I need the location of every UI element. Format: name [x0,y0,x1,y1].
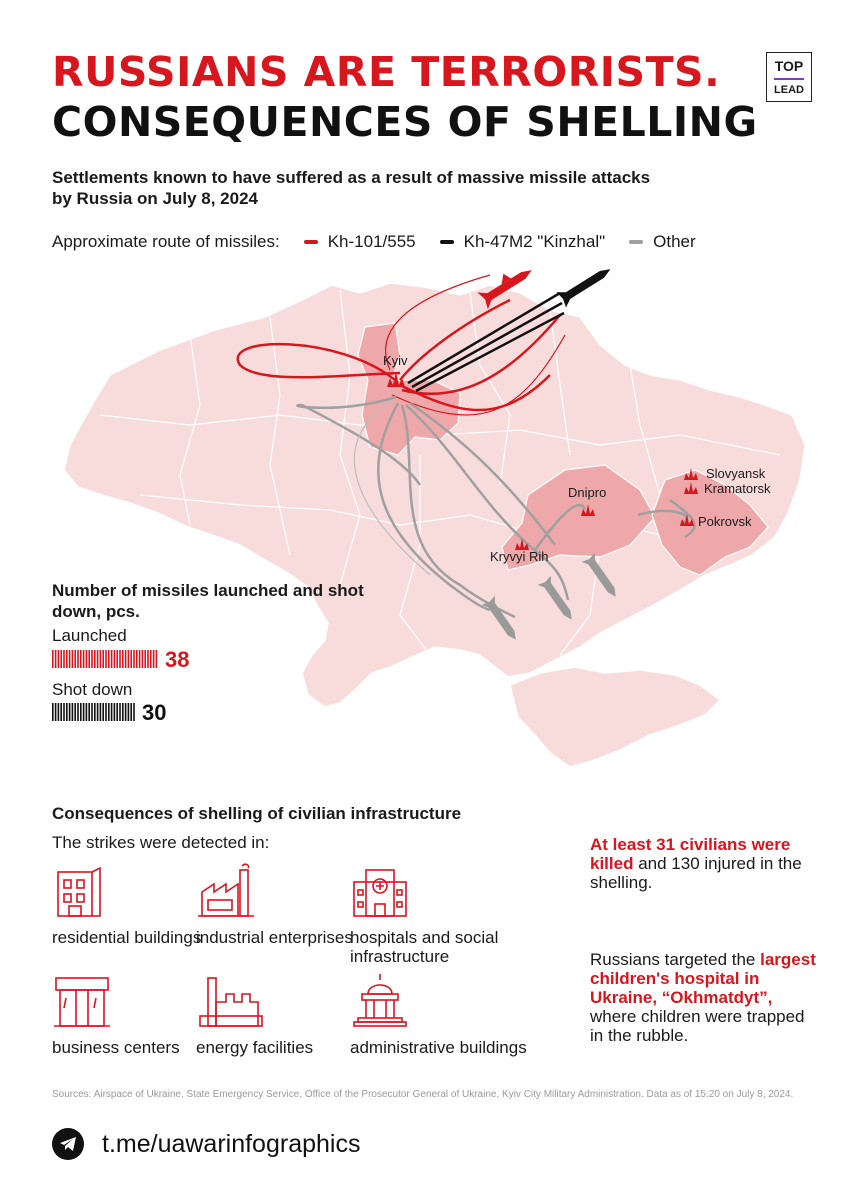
kinzhal-missile-icon [556,261,615,307]
shot-down-tick [77,703,79,721]
shot-down-tick [100,703,102,721]
consequences-subtitle: The strikes were detected in: [52,833,270,852]
city-label-kryvyi-rih: Kryvyi Rih [490,549,549,564]
casualties-highlight: At least 31 civilians were killed [590,835,791,873]
launched-tick [105,650,107,668]
launched-tick [102,650,104,668]
shot-down-tick [69,703,71,721]
title-line-1: RUSSIANS ARE TERRORISTS. [52,48,721,96]
launched-tick [69,650,71,668]
shot-down-tick [72,703,74,721]
legend-item-kh101 [304,232,416,252]
launched-tick [116,650,118,668]
launched-tick [77,650,79,668]
category-label: residential buildings [52,928,202,947]
launched-tick [119,650,121,668]
city-label-kyiv: Kyiv [383,353,408,368]
launched-tick [147,650,149,668]
legend-item-label: Kh-47M2 "Kinzhal" [463,232,606,251]
logo-divider [774,78,804,80]
launched-tick [52,650,54,668]
legend-item-other [629,232,696,252]
launched-tick [156,650,158,668]
residential-building-icon [52,862,112,920]
launched-tick [125,650,127,668]
city-label-pokrovsk: Pokrovsk [698,514,752,529]
missiles-title: Number of missiles launched and shot down, pcs. [52,581,364,621]
launched-value: 38 [165,647,190,672]
launched-tick [136,650,138,668]
hospital-text: where children were trapped in the rubble. [590,1007,805,1045]
telegram-link[interactable] [52,1128,360,1160]
hospital-intro: Russians targeted the [590,950,761,969]
hospital-fact [590,950,820,1045]
shot-down-tick [80,703,82,721]
launched-tick [97,650,99,668]
launched-bar [52,650,162,668]
category-label: energy facilities [196,1038,314,1057]
launched-tick [122,650,124,668]
business-center-icon [52,972,112,1030]
legend-swatch-gray [629,240,643,244]
launched-tick [80,650,82,668]
shot-down-tick [60,703,62,721]
launched-label: Launched [52,626,127,645]
launched-tick [114,650,116,668]
shot-down-tick [122,703,124,721]
shot-down-tick [91,703,93,721]
shot-down-tick [105,703,107,721]
category-industrial [196,862,376,947]
shot-down-bar [52,703,142,721]
subtitle: Settlements known to have suffered as a result of massive missile attacks by Russia on July 8, 2024 [52,168,651,208]
launched-tick [88,650,90,668]
hospital-highlight: largest children's hospital in Ukraine, “Okhmatdyt”, [590,950,816,1007]
shot-down-tick [108,703,110,721]
launched-tick [94,650,96,668]
launched-tick [83,650,85,668]
launched-tick [58,650,60,668]
power-plant-icon [196,972,266,1030]
launched-tick [153,650,155,668]
shot-down-tick [83,703,85,721]
toplead-logo [766,52,812,102]
shot-down-tick [128,703,130,721]
shot-down-tick [119,703,121,721]
launched-tick [72,650,74,668]
shot-down-tick [125,703,127,721]
city-label-kramatorsk: Kramatorsk [704,481,771,496]
launched-tick [63,650,65,668]
capitol-building-icon [350,972,410,1030]
shot-down-tick [55,703,57,721]
category-label: hospitals and social infrastructure [350,928,499,966]
launched-tick [142,650,144,668]
launched-tick [86,650,88,668]
legend-swatch-black [440,240,454,244]
legend-item-label: Kh-101/555 [327,232,416,251]
hospital-icon [350,862,410,920]
route-legend [52,232,696,252]
category-label: administrative buildings [350,1038,527,1057]
shot-down-tick [86,703,88,721]
launched-tick [60,650,62,668]
shot-down-tick [88,703,90,721]
factory-icon [196,862,256,920]
shot-down-value: 30 [142,700,167,725]
shot-down-tick [111,703,113,721]
sources-note: Sources: Airspace of Ukraine, State Emergency Service, Office of the Prosecutor General of Ukraine, Kyiv City Military Administration. Data as of 15:20 on July 8, 2024. [52,1089,794,1100]
category-label: industrial enterprises [196,928,353,947]
launched-tick [139,650,141,668]
category-energy [196,972,376,1057]
launched-tick [128,650,130,668]
shot-down-tick [52,703,54,721]
telegram-icon [52,1128,84,1160]
shot-down-tick [102,703,104,721]
category-label: business centers [52,1038,180,1057]
shot-down-tick [63,703,65,721]
shot-down-tick [97,703,99,721]
consequences-title: Consequences of shelling of civilian infrastructure [52,804,462,823]
casualties-fact [590,835,820,892]
launched-tick [133,650,135,668]
launched-tick [74,650,76,668]
shot-down-tick [94,703,96,721]
legend-swatch-red [304,240,318,244]
shot-down-tick [58,703,60,721]
launched-tick [55,650,57,668]
category-administrative [350,972,530,1057]
shot-down-tick [116,703,118,721]
crimea-silhouette [510,667,720,767]
launched-tick [100,650,102,668]
shot-down-tick [66,703,68,721]
shot-down-tick [130,703,132,721]
launched-tick [91,650,93,668]
launched-tick [108,650,110,668]
legend-item-label: Other [653,232,696,251]
legend-label: Approximate route of missiles: [52,232,280,251]
shot-down-tick [133,703,135,721]
title-line-2: CONSEQUENCES OF SHELLING [52,98,758,146]
telegram-url[interactable]: t.me/uawarinfographics [102,1129,361,1158]
launched-tick [66,650,68,668]
legend-item-kinzhal [440,232,606,252]
casualties-text: and 130 injured in the shelling. [590,854,802,892]
launched-tick [150,650,152,668]
category-hospitals [350,862,550,966]
shot-down-tick [74,703,76,721]
shot-down-tick [114,703,116,721]
city-label-slovyansk: Slovyansk [706,466,766,481]
shot-down-label: Shot down [52,680,133,699]
logo-top-text: TOP [774,58,804,74]
city-label-dnipro: Dnipro [568,485,607,500]
launched-tick [144,650,146,668]
logo-bottom-text: LEAD [774,83,804,96]
launched-tick [130,650,132,668]
launched-tick [111,650,113,668]
